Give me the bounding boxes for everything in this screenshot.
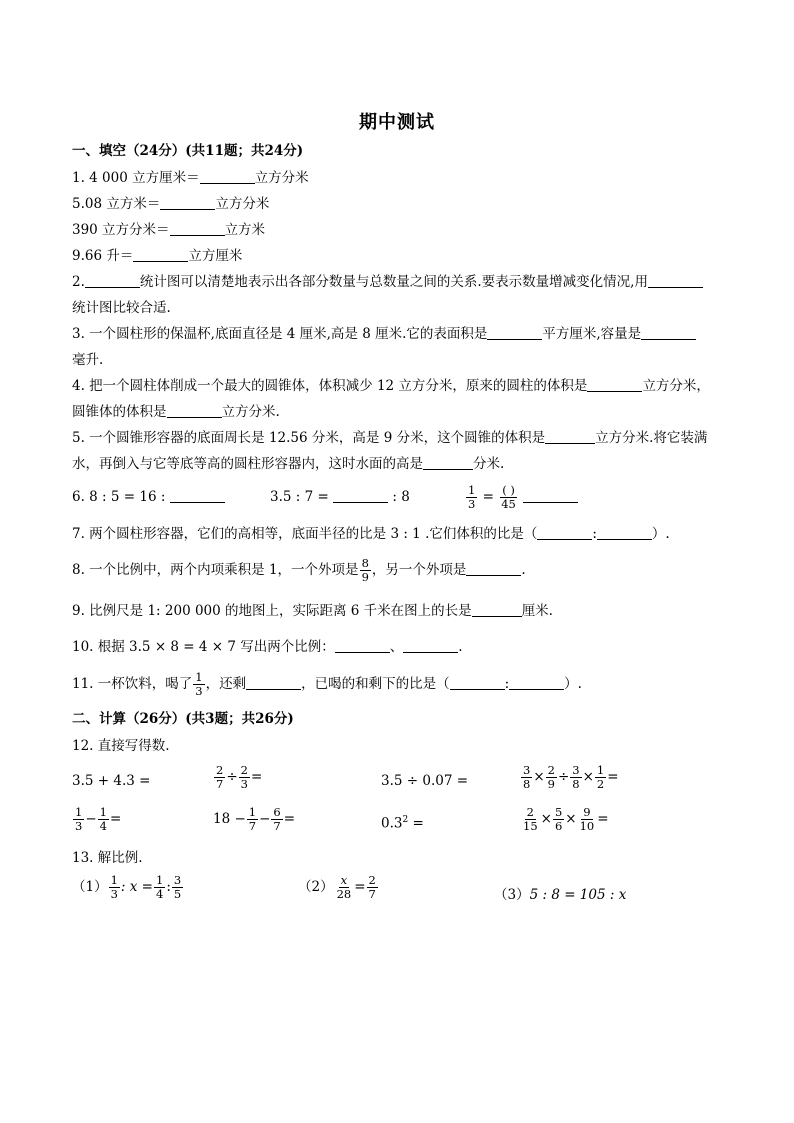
- q6-part-1: 6. 8 : 5 = 16 :: [72, 487, 225, 507]
- q12-item-8: $\frac{2}{15}$ × $\frac{5}{6}$ × $\frac{9}{10}$ =: [523, 805, 609, 833]
- q13-problem-2: （2） $\frac{x}{28}$ = $\frac{2}{7}$: [298, 873, 376, 901]
- answer-blank[interactable]: [335, 639, 390, 653]
- q12-item-5: $\frac{1}{3}$ − $\frac{1}{4}$ =: [75, 805, 122, 833]
- q12-item-6: 18 − $\frac{1}{7}$ − $\frac{6}{7}$ =: [213, 805, 296, 833]
- answer-blank[interactable]: [133, 248, 188, 262]
- q1-line-1: 1. 4 000 立方厘米＝ 立方分米: [72, 170, 309, 186]
- answer-blank[interactable]: [509, 676, 564, 690]
- page-title: 期中测试: [359, 112, 435, 133]
- answer-blank[interactable]: [450, 676, 505, 690]
- q10-line: 10. 根据 3.5 × 8 = 4 × 7 写出两个比例： 、 .: [72, 639, 463, 655]
- q11-line: 11. 一杯饮料，喝了 $\frac{1}{3}$ ，还剩 ，已喝的和剩下的比是（ : ）.: [72, 670, 582, 698]
- answer-blank[interactable]: [597, 526, 652, 540]
- answer-blank[interactable]: [523, 489, 578, 503]
- answer-blank[interactable]: [466, 562, 521, 576]
- answer-blank[interactable]: [545, 430, 595, 444]
- q13-label: 13. 解比例.: [72, 850, 143, 866]
- section-2-heading: 二、计算（26分）(共3题；共26分): [72, 711, 294, 727]
- fraction-with-blank[interactable]: $\frac{( )}{45}$: [501, 483, 516, 511]
- answer-blank[interactable]: [167, 404, 222, 418]
- answer-blank[interactable]: [85, 274, 140, 288]
- q8-line: 8. 一个比例中，两个内项乘积是 1，一个外项是 $\frac{8}{9}$ ，另一个外项是 .: [72, 556, 526, 584]
- answer-blank[interactable]: [333, 489, 388, 503]
- q12-item-1: 3.5 + 4.3 =: [72, 773, 151, 789]
- q12-item-3: 3.5 ÷ 0.07 =: [381, 773, 469, 789]
- q1-line-4: 9.66 升＝ 立方厘米: [72, 248, 243, 264]
- q13-problem-1: （1） $\frac{1}{3}$ : x = $\frac{1}{4}$ : $\frac{3}{5}$: [72, 873, 182, 901]
- q12-item-7: $0.3^2$ =: [381, 815, 424, 832]
- answer-blank[interactable]: [472, 603, 522, 617]
- answer-blank[interactable]: [170, 489, 225, 503]
- fraction: $\frac{1}{3}$: [468, 483, 476, 511]
- q3-line-2: 毫升.: [72, 352, 104, 368]
- answer-blank[interactable]: [587, 378, 642, 392]
- section-1-heading: 一、填空（24分）(共11题；共24分): [72, 143, 304, 159]
- q1-line-3: 390 立方分米＝ 立方米: [72, 222, 266, 238]
- q4-line-2: 圆锥体的体积是 立方分米.: [72, 404, 280, 420]
- answer-blank[interactable]: [487, 326, 542, 340]
- q2-line-2: 统计图比较合适.: [72, 300, 171, 316]
- q3-line-1: 3. 一个圆柱形的保温杯,底面直径是 4 厘米,高是 8 厘米.它的表面积是 平方厘米,容量是: [72, 324, 696, 344]
- q9-line: 9. 比例尺是 1: 200 000 的地图上，实际距离 6 千米在图上的长是 厘米.: [72, 603, 553, 619]
- q6-part-2: 3.5 : 7 = : 8: [270, 489, 410, 505]
- fraction: $\frac{1}{3}$: [195, 670, 203, 698]
- answer-blank[interactable]: [423, 456, 473, 470]
- q5-line-2: 水，再倒入与它等底等高的圆柱形容器内，这时水面的高是 分米.: [72, 456, 505, 472]
- fraction: $\frac{8}{9}$: [361, 556, 369, 584]
- q13-problem-3: （3）5 : 8 = 105 : x: [494, 887, 627, 903]
- answer-blank[interactable]: [648, 274, 703, 288]
- q12-item-4: $\frac{3}{8}$ × $\frac{2}{9}$ ÷ $\frac{3}{8}$ × $\frac{1}{2}$ =: [523, 763, 619, 791]
- answer-blank[interactable]: [641, 326, 696, 340]
- q12-item-2: $\frac{2}{7}$ ÷ $\frac{2}{3}$ =: [216, 763, 263, 791]
- q12-label: 12. 直接写得数.: [72, 738, 170, 754]
- q2-line-1: 2. 统计图可以清楚地表示出各部分数量与总数量之间的关系.要表示数量增减变化情况,用: [72, 272, 703, 292]
- answer-blank[interactable]: [403, 639, 458, 653]
- q5-line-1: 5. 一个圆锥形容器的底面周长是 12.56 分米，高是 9 分米，这个圆锥的体积是 立方分米.将它装满: [72, 430, 708, 446]
- q7-line: 7. 两个圆柱形容器，它们的高相等，底面半径的比是 3 : 1 .它们体积的比是（ : ）.: [72, 526, 670, 542]
- answer-blank[interactable]: [170, 222, 225, 236]
- q1-line-2: 5.08 立方米＝ 立方分米: [72, 196, 270, 212]
- answer-blank[interactable]: [200, 170, 255, 184]
- answer-blank[interactable]: [537, 526, 592, 540]
- q6-part-3: $\frac{1}{3}$ = $\frac{( )}{45}$: [465, 480, 578, 514]
- answer-blank[interactable]: [246, 676, 301, 690]
- q4-line-1: 4. 把一个圆柱体削成一个最大的圆锥体，体积减少 12 立方分米，原来的圆柱的体积是 立方分米，: [72, 378, 710, 394]
- answer-blank[interactable]: [160, 196, 215, 210]
